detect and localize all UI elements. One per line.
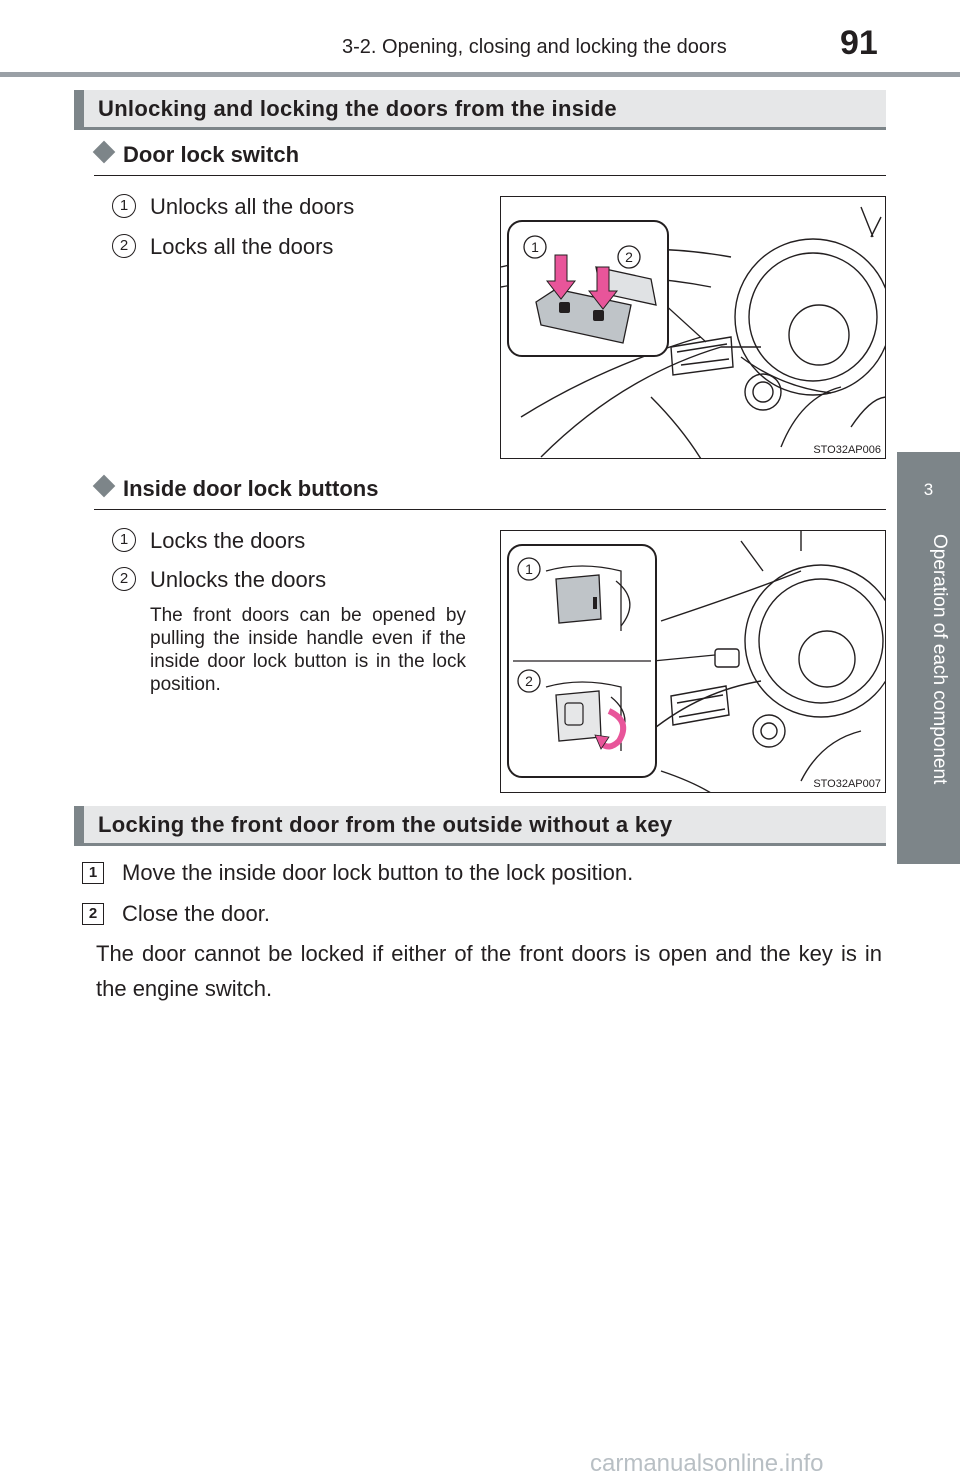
subheading-text: Inside door lock buttons <box>123 476 379 501</box>
diamond-bullet-icon <box>93 475 116 498</box>
list-item-text: Unlocks the doors <box>150 567 327 592</box>
list-item-text: Locks the doors <box>150 528 306 553</box>
list-item-text: Locks all the doors <box>150 234 334 259</box>
figure-code: STO32AP007 <box>813 778 881 790</box>
subheading-text: Door lock switch <box>123 142 300 167</box>
section-header-inside: Unlocking and locking the doors from the inside <box>74 90 886 130</box>
callout-2: 2 <box>525 673 533 689</box>
figure-door-lock-switch <box>500 196 886 459</box>
step-number-box: 2 <box>82 903 104 925</box>
step-text: Move the inside door lock button to the lock position. <box>122 860 634 885</box>
running-header: 3-2. Opening, closing and locking the doors <box>342 36 727 58</box>
number-marker: 2 <box>112 234 136 258</box>
callout-1: 1 <box>531 239 539 255</box>
number-marker: 1 <box>112 528 136 552</box>
number-marker: 2 <box>112 567 136 591</box>
chapter-number: 3 <box>923 480 934 499</box>
watermark: carmanualsonline.info <box>590 1450 824 1477</box>
header-rule <box>0 72 960 77</box>
step-text: Close the door. <box>122 901 270 926</box>
subheading-rule <box>94 509 886 510</box>
figure-code: STO32AP006 <box>813 444 881 456</box>
callout-2: 2 <box>625 249 633 265</box>
page-number: 91 <box>840 24 878 62</box>
diamond-bullet-icon <box>93 141 116 164</box>
figure-inside-lock-buttons <box>500 530 886 793</box>
subheading-door-lock-switch <box>94 142 299 168</box>
inside-lock-button-illustration <box>501 531 886 793</box>
chapter-title: Operation of each component <box>929 534 950 785</box>
body-paragraph: The door cannot be locked if either of the front doors is open and the key is in the engine switch. <box>96 941 882 1001</box>
note-text: The front doors can be opened by pulling the inside handle even if the inside door lock button is in the lock position. <box>150 605 466 695</box>
list-item-text: Unlocks all the doors <box>150 194 355 219</box>
subheading-inside-buttons <box>94 476 378 502</box>
subheading-rule <box>94 175 886 176</box>
door-lock-switch-illustration <box>501 197 886 459</box>
step-number-box: 1 <box>82 862 104 884</box>
number-marker: 1 <box>112 194 136 218</box>
callout-1: 1 <box>525 561 533 577</box>
section-header-outside: Locking the front door from the outside without a key <box>74 806 886 846</box>
